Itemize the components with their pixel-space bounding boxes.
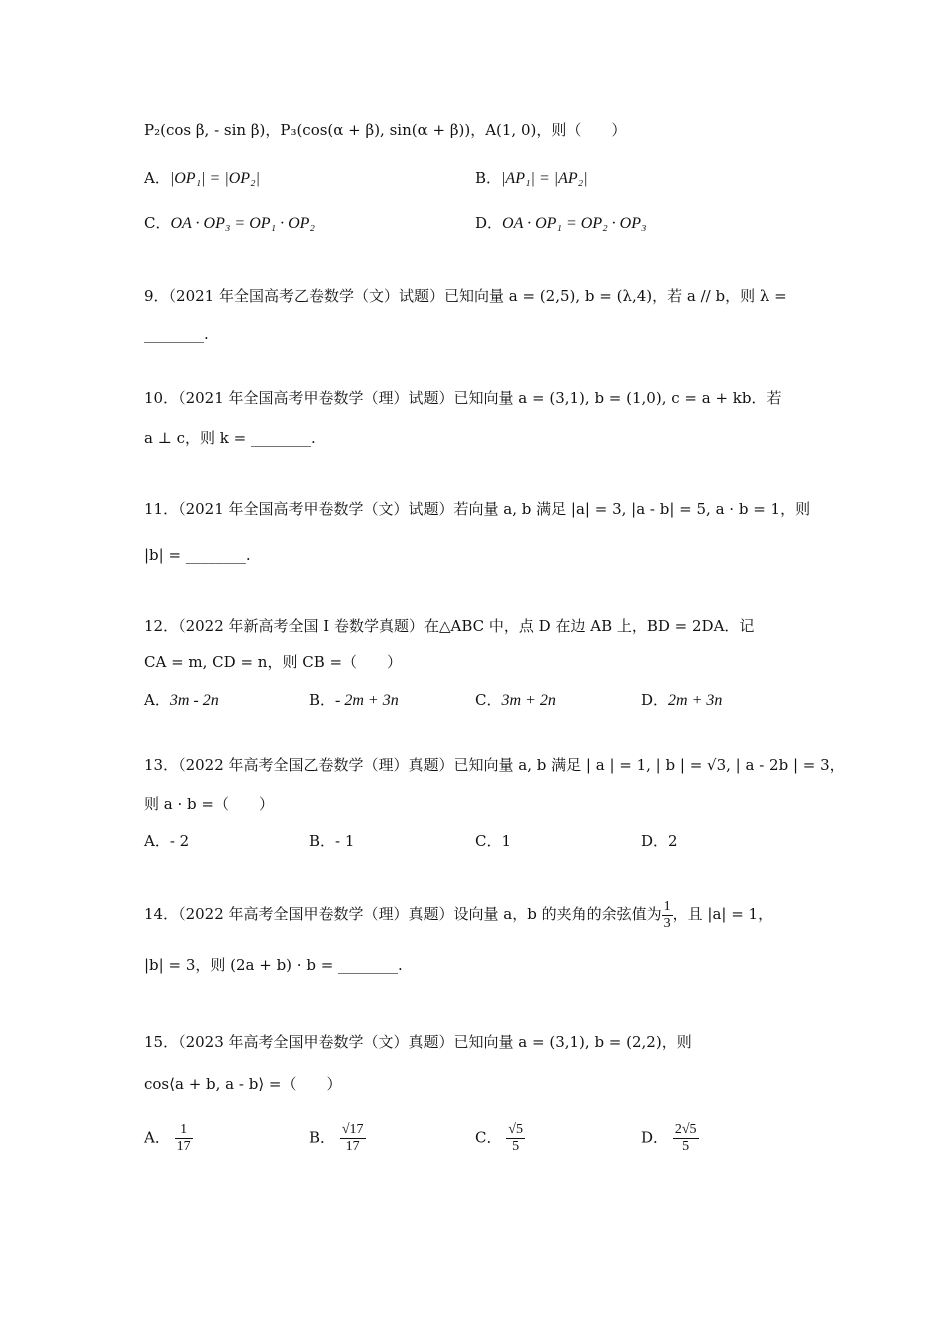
q12-line1: 12．（2022 年新高考全国 I 卷数学真题）在△ABC 中，点 D 在边 AB 上，BD = 2DA．记 [144, 617, 755, 635]
q13-option-a[interactable]: A．- 2 [144, 832, 190, 850]
q12-option-c[interactable]: C．3m + 2n [475, 691, 556, 709]
q8-stem: P₂(cos β, - sin β)，P₃(cos(α + β), sin(α + β))，A(1, 0)，则（ ） [144, 121, 627, 139]
q8-option-d[interactable]: D．OA · OP₁ = OP₂ · OP₃ [475, 214, 647, 232]
q8-option-a[interactable]: A．|OP₁| = |OP₂| [144, 169, 261, 187]
q12-option-b[interactable]: B．- 2m + 3n [309, 691, 399, 709]
q8-option-b[interactable]: B．|AP₁| = |AP₂| [475, 169, 588, 187]
q13-option-c[interactable]: C．1 [475, 832, 512, 850]
q13-line2: 则 a · b =（ ） [144, 795, 274, 813]
q9-answer-blank[interactable]: ________. [144, 325, 209, 343]
q15-option-c-fraction: $\frac{√5}{5}$ [508, 1122, 523, 1154]
q15-option-d[interactable]: D． $\frac{2√5}{5}$ [641, 1122, 697, 1154]
q9-line1: 9．（2021 年全国高考乙卷数学（文）试题）已知向量 a = (2,5), b = (λ,4)，若 a // b，则 λ = [144, 287, 787, 305]
q12-option-a[interactable]: A．3m - 2n [144, 691, 219, 709]
q15-option-a[interactable]: A． $\frac{1}{17}$ [144, 1122, 191, 1154]
q15-option-b-fraction: $\frac{√17}{17}$ [341, 1122, 364, 1154]
q15-option-d-fraction: $\frac{2√5}{5}$ [674, 1122, 697, 1154]
q11-line1: 11．（2021 年全国高考甲卷数学（文）试题）若向量 a, b 满足 |a| = 3, |a - b| = 5, a · b = 1，则 [144, 500, 811, 518]
q14-line2[interactable]: |b| = 3，则 (2a + b) · b = ________. [144, 956, 403, 974]
q14-line1: 14．（2022 年高考全国甲卷数学（理）真题）设向量 a，b 的夹角的余弦值为 $\frac{1}{3}$ ，且 |a| = 1， [144, 898, 774, 931]
q12-line2: CA = m, CD = n，则 CB =（ ） [144, 653, 403, 671]
q15-line1: 15．（2023 年高考全国甲卷数学（文）真题）已知向量 a = (3,1), b = (2,2)，则 [144, 1033, 692, 1051]
q10-line2[interactable]: a ⊥ c，则 k = ________. [144, 429, 316, 447]
q13-option-d[interactable]: D．2 [641, 832, 678, 850]
q14-fraction: $\frac{1}{3}$ [663, 898, 671, 931]
q8-option-c[interactable]: C．OA · OP₃ = OP₁ · OP₂ [144, 214, 315, 232]
q15-option-c[interactable]: C． $\frac{√5}{5}$ [475, 1122, 523, 1154]
q11-line2[interactable]: |b| = ________. [144, 546, 251, 564]
q12-option-d[interactable]: D．2m + 3n [641, 691, 723, 709]
q10-line1: 10．（2021 年全国高考甲卷数学（理）试题）已知向量 a = (3,1), b = (1,0), c = a + kb．若 [144, 389, 782, 407]
q15-option-a-fraction: $\frac{1}{17}$ [176, 1122, 191, 1154]
q15-option-b[interactable]: B． $\frac{√17}{17}$ [309, 1122, 364, 1154]
q13-option-b[interactable]: B．- 1 [309, 832, 355, 850]
q15-line2: cos⟨a + b, a - b⟩ =（ ） [144, 1075, 342, 1093]
q13-line1: 13．（2022 年高考全国乙卷数学（理）真题）已知向量 a, b 满足 | a | = 1, | b | = √3, | a - 2b | = 3， [144, 756, 845, 774]
